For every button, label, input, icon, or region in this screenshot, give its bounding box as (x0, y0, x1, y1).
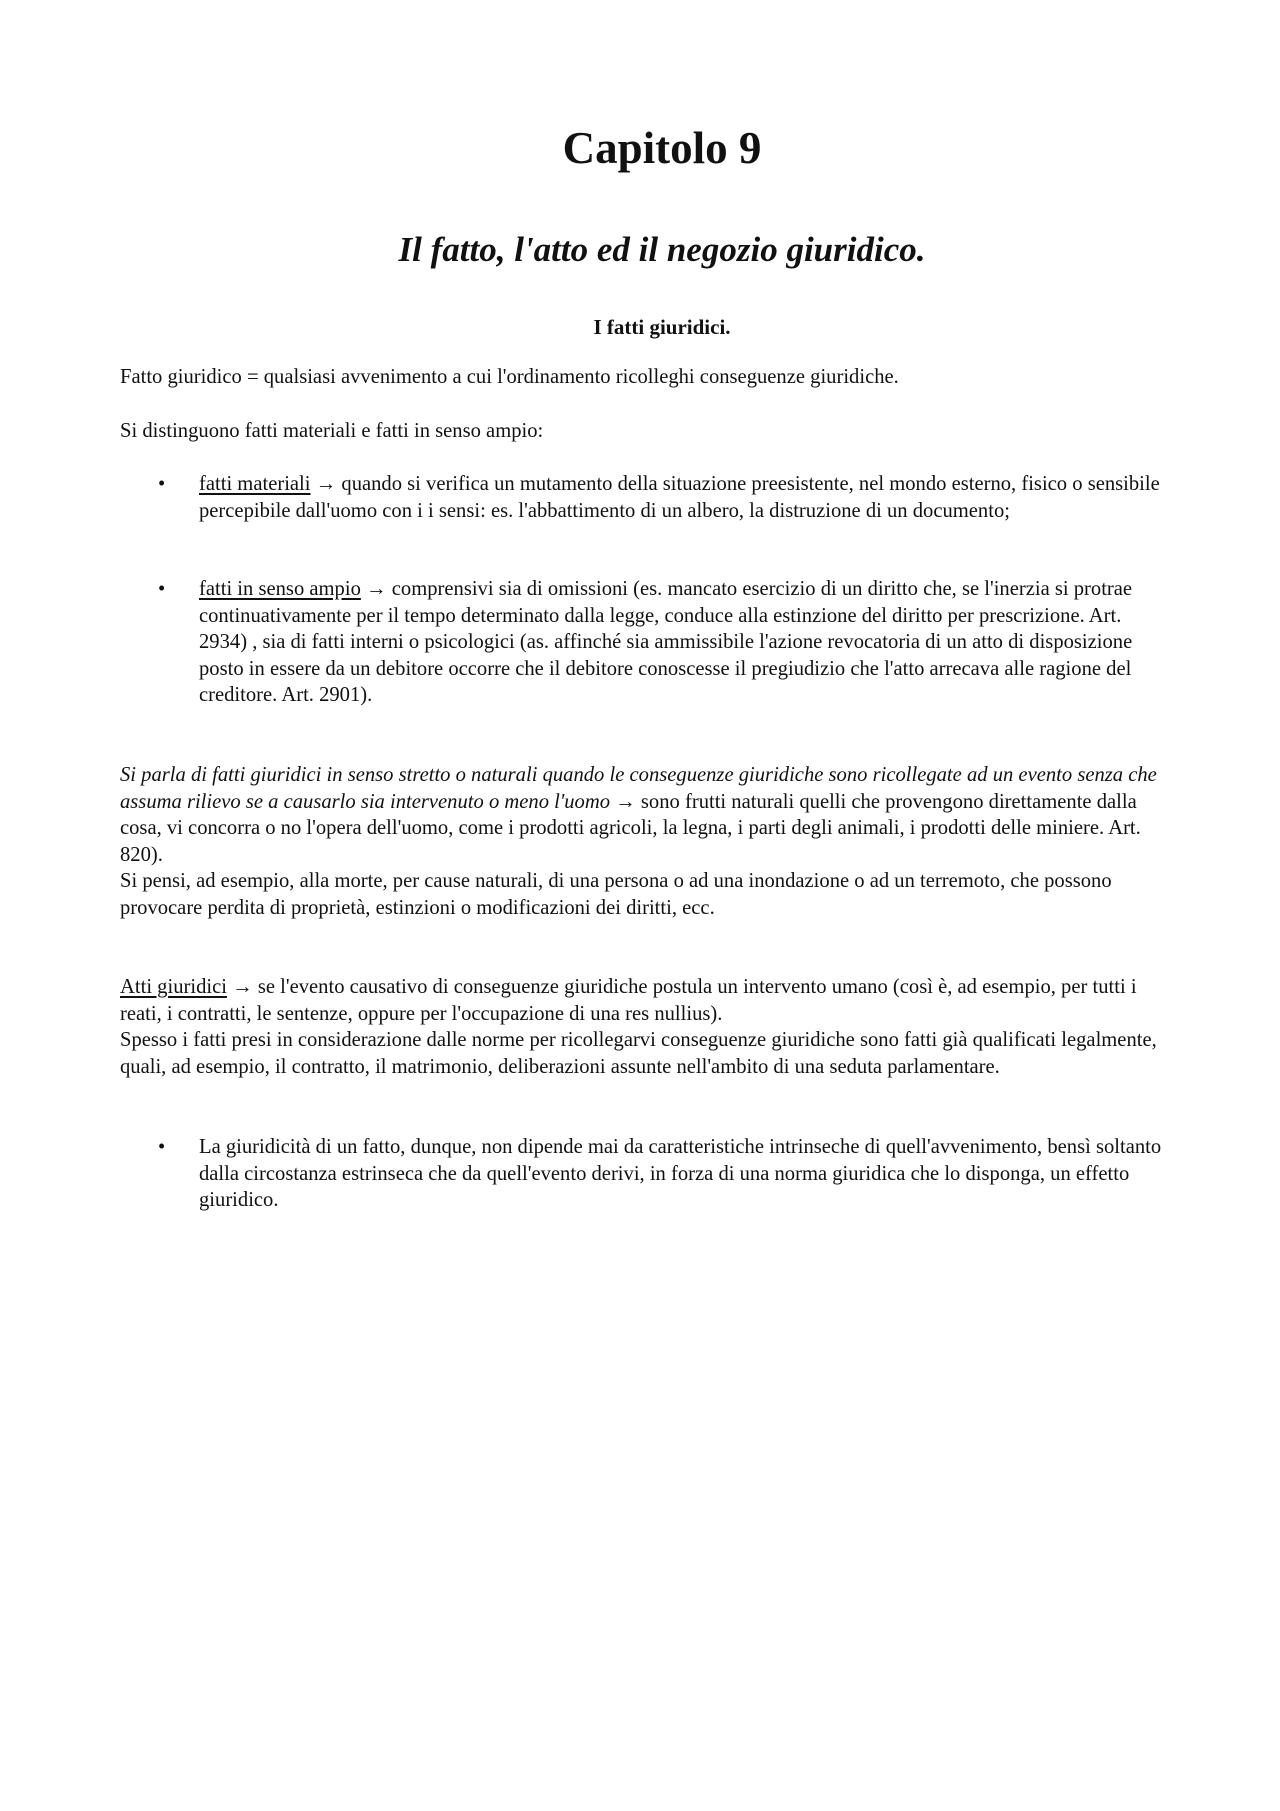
legal-acts-paragraph (120, 974, 1160, 1080)
broad-facts-description: → comprensivi sia di omissioni (es. mancato esercizio di un diritto che, se l'inerzia si protrae continuativamente per il tempo determinato dalla legge, conduce alla estinzione del diritto per prescrizione. Art. 2934) , sia di fatti interni o psicologici (as. affinché sia ammissibile l'azione revocatoria di un atto di disposizione posto in essere da un debitore occorre che il debitore conoscesse il pregiudizio che l'atto arrecava alle ragione del creditore. Art. 2901). (199, 578, 1133, 706)
bullet-marker: • (158, 1136, 166, 1158)
natural-facts-rest: → sono frutti naturali quelli che provengono direttamente dalla cosa, vi concorra o no l'opera dell'uomo, come i prodotti agricoli, la legna, i parti degli animali, i prodotti delle miniere. Art. 820). (120, 790, 1141, 866)
definition-paragraph: Fatto giuridico = qualsiasi avvenimento a cui l'ordinamento ricolleghi conseguenze giuridiche. (120, 366, 899, 388)
distinction-paragraph: Si distinguono fatti materiali e fatti in senso ampio: (120, 420, 544, 442)
bullet-broad-text (199, 576, 1169, 709)
natural-facts-paragraph (120, 762, 1160, 921)
material-facts-description: → quando si verifica un mutamento della situazione preesistente, nel mondo esterno, fisico o sensibile percepibile dall'uomo con i i sensi: es. l'abbattimento di un albero, la distruzione di un documento; (199, 473, 1160, 522)
chapter-subtitle: Il fatto, l'atto ed il negozio giuridico. (398, 230, 926, 269)
natural-facts-italic: Si parla di fatti giuridici in senso stretto o naturali quando le conseguenze giuridiche sono ricollegate ad un evento senza che assuma rilievo se a causarlo sia intervenuto o meno l'uomo (120, 764, 1157, 813)
bullet-juridicity-text: La giuridicità di un fatto, dunque, non dipende mai da caratteristiche intrinseche di quell'avvenimento, bensì soltanto dalla circostanza estrinseca che da quell'evento derivi, in forza di una norma giuridica che lo disponga, un effetto giuridico. (199, 1136, 1162, 1211)
term-legal-acts: Atti giuridici (120, 976, 227, 998)
legal-acts-rest: → se l'evento causativo di conseguenze giuridiche postula un intervento umano (così è, ad esempio, per tutti i reati, i contratti, le sentenze, oppure per l'occupazione di una res nullius). (120, 976, 1137, 1025)
legal-acts-second: Spesso i fatti presi in considerazione dalle norme per ricollegarvi conseguenze giuridiche sono fatti già qualificati legalmente, quali, ad esempio, il contratto, il matrimonio, deliberazioni assunte nell'ambito di una seduta parlamentare. (120, 1029, 1157, 1078)
bullet-marker: • (158, 473, 166, 495)
natural-facts-second: Si pensi, ad esempio, alla morte, per cause naturali, di una persona o ad una inondazione o ad un terremoto, che possono provocare perdita di proprietà, estinzioni o modificazioni dei diritti, ecc. (120, 870, 1112, 919)
chapter-title: Capitolo 9 (562, 123, 762, 173)
bullet-marker: • (158, 578, 166, 600)
term-material-facts: fatti materiali (199, 473, 311, 495)
bullet-material-text (199, 471, 1169, 524)
section-heading: I fatti giuridici. (593, 315, 731, 339)
term-broad-facts: fatti in senso ampio (199, 578, 361, 600)
